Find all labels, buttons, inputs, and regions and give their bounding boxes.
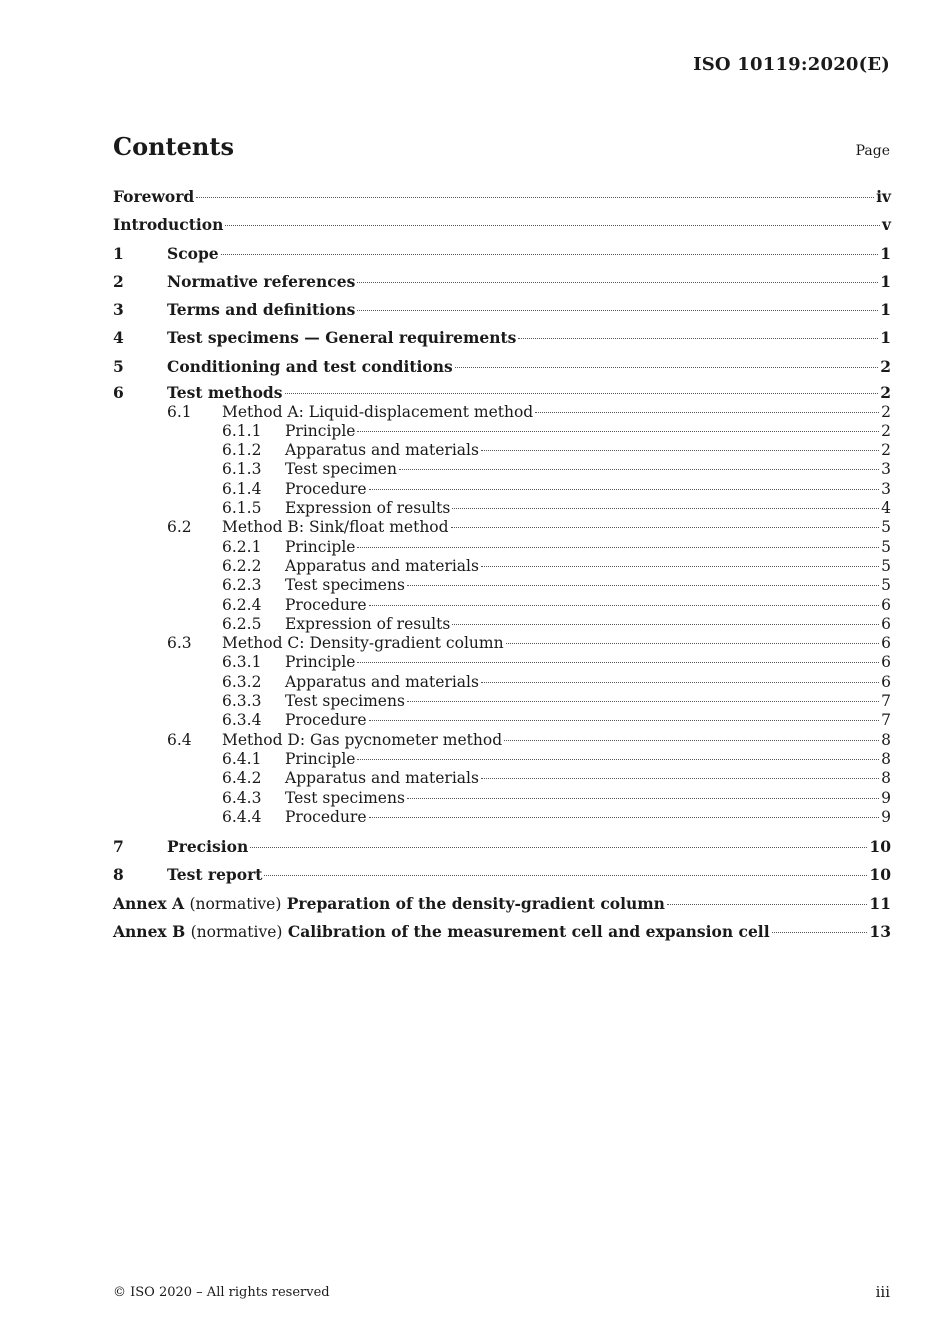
dot-leader	[357, 662, 879, 663]
dot-leader	[452, 624, 879, 625]
toc-number: 6.2.4	[222, 595, 262, 614]
toc-page: 6	[881, 614, 891, 633]
toc-number: 6.1.5	[222, 499, 262, 518]
toc-number: 3	[113, 300, 124, 320]
toc-entry-subsubclause[interactable]	[113, 769, 891, 788]
toc-number: 6.3.2	[222, 672, 262, 691]
toc-page: 10	[869, 837, 891, 857]
toc-number: 6.2.1	[222, 537, 262, 556]
toc-entry-clause[interactable]	[113, 355, 891, 383]
toc-entry-subsubclause[interactable]	[113, 596, 891, 615]
dot-leader	[369, 720, 880, 721]
toc-number: 6.3.3	[222, 692, 262, 711]
toc-label: Test specimens — General requirements	[167, 328, 517, 348]
toc-page: iv	[876, 187, 891, 206]
dot-leader	[369, 489, 880, 490]
toc-number: 6.4.1	[222, 749, 262, 768]
dot-leader	[481, 682, 879, 683]
dot-leader	[264, 875, 867, 876]
annex-prefix: Annex A	[113, 893, 185, 913]
toc-number: 6.4.4	[222, 807, 262, 826]
dot-leader	[357, 431, 879, 432]
dot-leader	[357, 310, 878, 311]
toc-page: 1	[880, 328, 891, 348]
toc-label: Foreword	[113, 187, 195, 206]
toc-number: 6.2.3	[222, 576, 262, 595]
toc-entry-clause[interactable]	[113, 326, 891, 354]
toc-page: 8	[881, 730, 891, 749]
toc-entry-subsubclause[interactable]	[113, 460, 891, 479]
toc-page: 10	[869, 865, 891, 885]
toc-label	[113, 892, 665, 916]
toc-page: 5	[881, 537, 891, 556]
toc-label: Test specimens	[285, 692, 405, 711]
toc-label: Precision	[167, 837, 249, 857]
toc-number: 6.1	[167, 402, 192, 421]
toc-label: Test specimens	[285, 788, 405, 807]
toc-entry-subsubclause[interactable]	[113, 808, 891, 827]
toc-entry-subsubclause[interactable]	[113, 499, 891, 518]
toc-number: 6.1.4	[222, 479, 262, 498]
toc-entry-subsubclause[interactable]	[113, 422, 891, 441]
toc-label: Procedure	[285, 711, 367, 730]
page-number: iii	[875, 1283, 890, 1301]
toc-label: Introduction	[113, 215, 224, 235]
dot-leader	[399, 469, 879, 470]
toc-number: 8	[113, 865, 124, 885]
table-of-contents	[113, 185, 891, 948]
toc-entry-subclause[interactable]	[113, 634, 891, 653]
toc-label: Expression of results	[285, 499, 451, 518]
toc-label: Expression of results	[285, 614, 451, 633]
toc-label: Apparatus and materials	[285, 672, 479, 691]
dot-leader	[225, 225, 880, 226]
toc-label: Method C: Density-gradient column	[222, 634, 504, 653]
dot-leader	[518, 338, 878, 339]
toc-page: 3	[881, 460, 891, 479]
dot-leader	[221, 254, 879, 255]
toc-page: 8	[881, 749, 891, 768]
toc-number: 6	[113, 383, 124, 403]
toc-entry-clause[interactable]	[113, 863, 891, 891]
toc-page: 3	[881, 479, 891, 498]
toc-number: 6.3	[167, 634, 192, 653]
toc-label: Scope	[167, 243, 219, 263]
toc-label: Apparatus and materials	[285, 441, 479, 460]
toc-number: 6.4.3	[222, 788, 262, 807]
toc-label: Procedure	[285, 479, 367, 498]
toc-label: Procedure	[285, 807, 367, 826]
toc-number: 4	[113, 328, 124, 348]
toc-label: Normative references	[167, 271, 356, 291]
toc-label: Test methods	[167, 383, 283, 403]
dot-leader	[250, 847, 867, 848]
dot-leader	[357, 547, 879, 548]
dot-leader	[196, 197, 874, 198]
toc-entry-annex-a[interactable]	[113, 892, 891, 920]
toc-label: Test report	[167, 865, 263, 885]
dot-leader	[369, 817, 880, 818]
dot-leader	[407, 701, 879, 702]
toc-entry-clause[interactable]	[113, 298, 891, 326]
toc-label: Conditioning and test conditions	[167, 356, 453, 376]
dot-leader	[535, 412, 879, 413]
dot-leader	[451, 527, 880, 528]
toc-entry-clause[interactable]	[113, 270, 891, 298]
toc-page: 6	[881, 672, 891, 691]
toc-page: 8	[881, 769, 891, 788]
toc-page: 4	[881, 499, 891, 518]
dot-leader	[407, 798, 879, 799]
dot-leader	[452, 508, 879, 509]
document-id: ISO 10119:2020(E)	[693, 54, 890, 75]
toc-label: Principle	[285, 421, 356, 440]
dot-leader	[481, 778, 879, 779]
toc-entry-clause[interactable]	[113, 383, 891, 403]
toc-label: Test specimens	[285, 576, 405, 595]
dot-leader	[481, 566, 879, 567]
page-column-label: Page	[855, 143, 890, 159]
toc-page: 5	[881, 556, 891, 575]
toc-page: 5	[881, 518, 891, 537]
dot-leader	[455, 367, 878, 368]
toc-entry-annex-b[interactable]	[113, 920, 891, 948]
toc-page: 2	[880, 356, 891, 376]
toc-label: Apparatus and materials	[285, 556, 479, 575]
toc-entry-subclause[interactable]	[113, 731, 891, 750]
toc-entry-foreword[interactable]	[113, 185, 891, 213]
toc-entry-subsubclause[interactable]	[113, 557, 891, 576]
toc-number: 6.3.4	[222, 711, 262, 730]
toc-page: 2	[880, 383, 891, 403]
toc-entry-subsubclause[interactable]	[113, 615, 891, 634]
toc-number: 6.2.5	[222, 614, 262, 633]
dot-leader	[504, 740, 879, 741]
toc-label: Principle	[285, 537, 356, 556]
dot-leader	[285, 393, 879, 394]
dot-leader	[506, 643, 880, 644]
dot-leader	[369, 605, 880, 606]
toc-number: 6.2	[167, 518, 192, 537]
toc-label: Test specimen	[285, 460, 397, 479]
toc-page: 6	[881, 595, 891, 614]
copyright-notice: © ISO 2020 – All rights reserved	[113, 1285, 330, 1300]
annex-kind: (normative)	[190, 923, 283, 941]
toc-entry-subsubclause[interactable]	[113, 480, 891, 499]
toc-page: 2	[881, 402, 891, 421]
toc-label	[113, 920, 770, 944]
annex-title: Preparation of the density-gradient column	[286, 893, 665, 913]
toc-label: Method A: Liquid-displacement method	[222, 402, 534, 421]
toc-page: 9	[881, 788, 891, 807]
annex-kind: (normative)	[189, 894, 282, 913]
toc-label: Principle	[285, 653, 356, 672]
toc-page: v	[881, 215, 891, 235]
toc-label: Terms and definitions	[167, 300, 356, 320]
toc-entry-subclause[interactable]	[113, 518, 891, 537]
toc-label: Method D: Gas pycnometer method	[222, 730, 503, 749]
toc-page: 11	[869, 893, 891, 913]
toc-entry-subsubclause[interactable]	[113, 441, 891, 460]
toc-page: 9	[881, 807, 891, 826]
toc-entry-subsubclause[interactable]	[113, 538, 891, 557]
toc-number: 7	[113, 837, 124, 857]
toc-label: Principle	[285, 749, 356, 768]
annex-prefix: Annex B	[113, 922, 186, 941]
dot-leader	[407, 585, 879, 586]
toc-page: 2	[881, 441, 891, 460]
toc-number: 6.4	[167, 730, 192, 749]
toc-number: 2	[113, 271, 124, 291]
toc-label: Method B: Sink/float method	[222, 518, 449, 537]
dot-leader	[357, 282, 878, 283]
toc-number: 6.1.2	[222, 441, 262, 460]
dot-leader	[357, 759, 879, 760]
toc-label: Procedure	[285, 595, 367, 614]
toc-entry-subsubclause[interactable]	[113, 576, 891, 595]
toc-entry-subsubclause[interactable]	[113, 711, 891, 730]
annex-title: Calibration of the measurement cell and expansion cell	[287, 922, 770, 941]
toc-entry-subsubclause[interactable]	[113, 750, 891, 769]
toc-page: 1	[880, 243, 891, 263]
toc-number: 6.2.2	[222, 556, 262, 575]
toc-entry-subsubclause[interactable]	[113, 789, 891, 808]
toc-number: 6.1.3	[222, 460, 262, 479]
toc-page: 1	[880, 271, 891, 291]
toc-number: 6.1.1	[222, 421, 262, 440]
toc-page: 6	[881, 634, 891, 653]
toc-page: 7	[881, 692, 891, 711]
toc-entry-clause[interactable]	[113, 242, 891, 270]
toc-page: 7	[881, 711, 891, 730]
toc-number: 1	[113, 243, 124, 263]
toc-entry-subsubclause[interactable]	[113, 673, 891, 692]
page-title: Contents	[113, 132, 234, 161]
toc-page: 6	[881, 653, 891, 672]
toc-page: 13	[869, 922, 891, 941]
dot-leader	[481, 450, 879, 451]
dot-leader	[667, 904, 867, 905]
toc-label: Apparatus and materials	[285, 769, 479, 788]
toc-page: 2	[881, 421, 891, 440]
toc-page: 1	[880, 300, 891, 320]
toc-entry-subsubclause[interactable]	[113, 692, 891, 711]
toc-number: 6.4.2	[222, 769, 262, 788]
toc-number: 5	[113, 356, 124, 376]
toc-entry-clause[interactable]	[113, 835, 891, 863]
toc-number: 6.3.1	[222, 653, 262, 672]
toc-entry-subclause[interactable]	[113, 403, 891, 422]
toc-page: 5	[881, 576, 891, 595]
toc-entry-subsubclause[interactable]	[113, 653, 891, 672]
toc-entry-introduction[interactable]	[113, 213, 891, 241]
dot-leader	[772, 932, 868, 933]
